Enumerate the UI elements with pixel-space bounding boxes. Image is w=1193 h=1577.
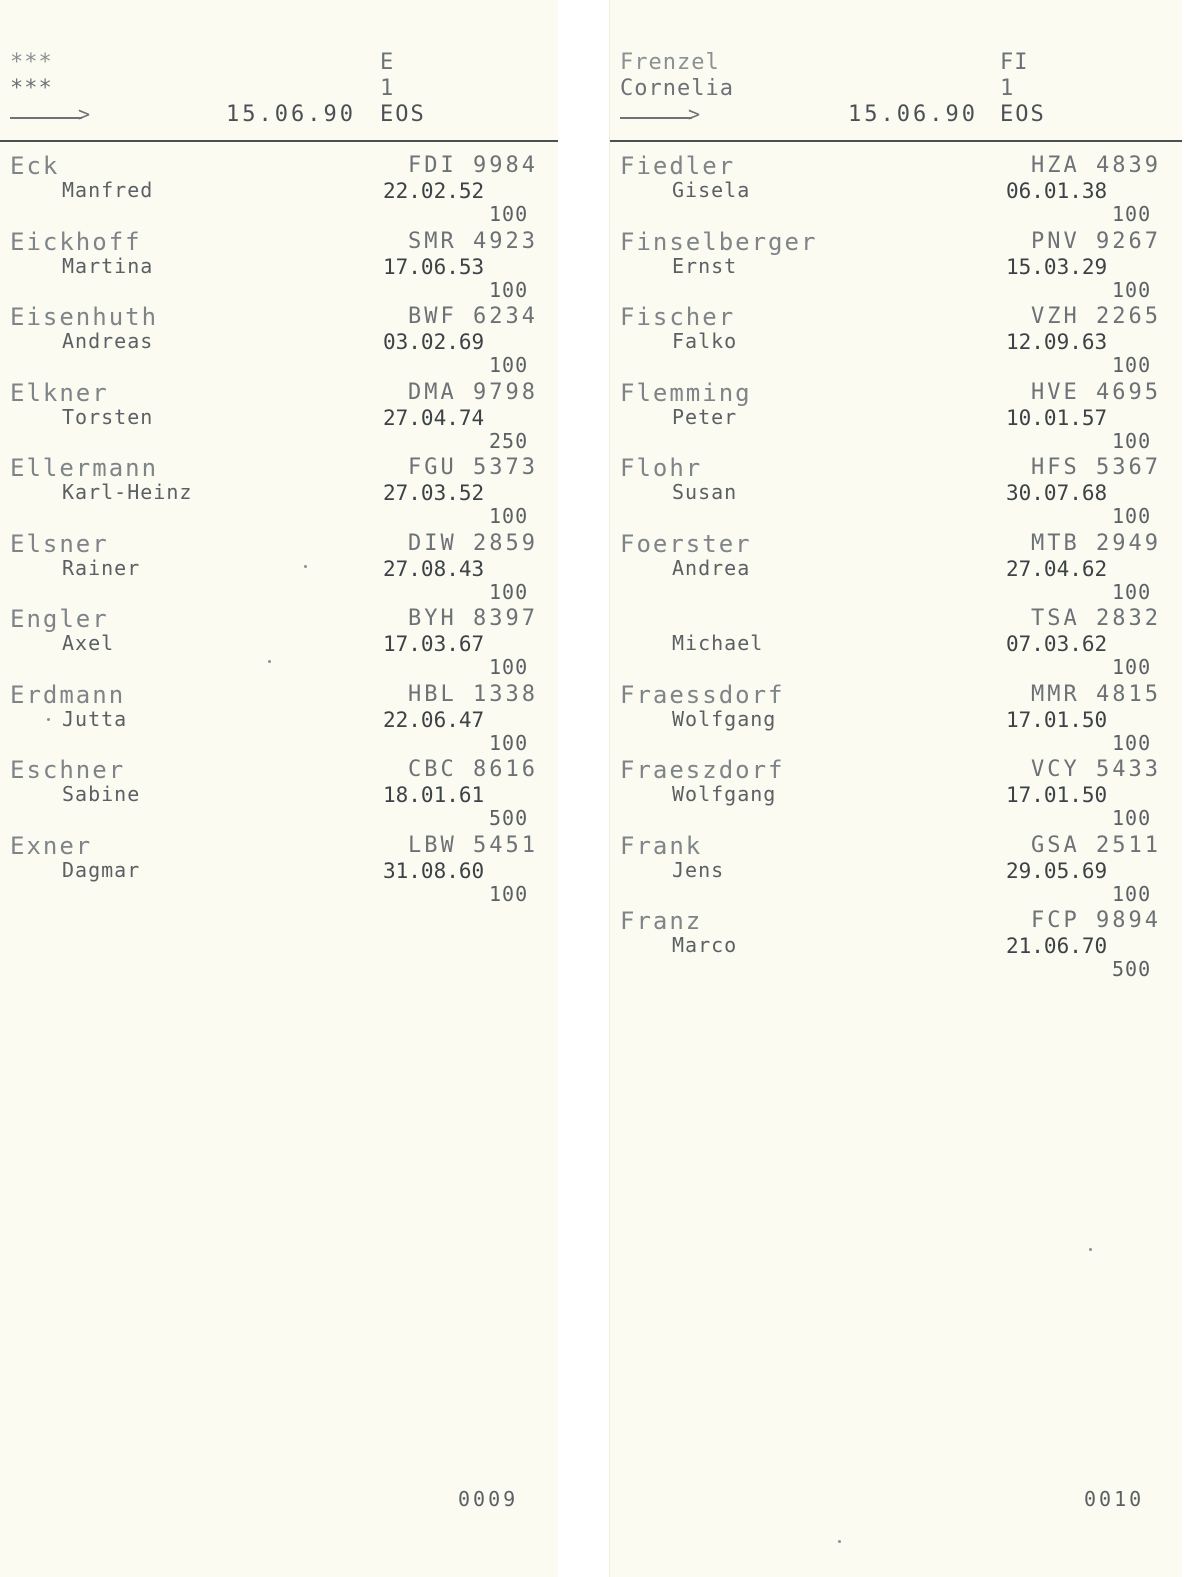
- record-code: VCY 5433: [1031, 757, 1161, 782]
- surname-text: Eschner: [10, 756, 126, 784]
- birth-date: 27.03.52: [383, 481, 485, 505]
- list-item: [0, 605, 558, 680]
- list-item: [0, 228, 558, 303]
- firstname-text: Martina: [62, 253, 154, 278]
- surname-text: Elkner: [10, 378, 109, 407]
- header-line-2: ***: [10, 76, 53, 101]
- birth-date: 17.01.50: [1006, 783, 1108, 807]
- list-item: [610, 303, 1182, 378]
- firstname-text: Dagmar: [62, 857, 141, 882]
- firstname-text: Falko: [672, 329, 738, 353]
- paper-speck: [838, 1540, 841, 1543]
- amount-value: 500: [489, 806, 529, 830]
- list-item: [610, 756, 1182, 831]
- amount-value: 100: [1112, 353, 1152, 377]
- surname-text: Erdmann: [10, 680, 126, 709]
- firstname-text: Sabine: [62, 782, 141, 806]
- record-code: TSA 2832: [1031, 606, 1161, 631]
- firstname-text: Andrea: [672, 555, 751, 580]
- amount-value: 100: [1112, 504, 1152, 528]
- amount-value: 100: [489, 579, 529, 604]
- surname-text: Eickhoff: [10, 227, 142, 256]
- birth-date: 22.06.47: [383, 707, 485, 732]
- record-code: BYH 8397: [408, 606, 538, 631]
- record-code: LBW 5451: [408, 832, 538, 858]
- surname-text: Fischer: [620, 303, 736, 331]
- birth-date: 17.06.53: [383, 254, 485, 279]
- birth-date: 18.01.61: [383, 783, 485, 807]
- page-number: 0009: [458, 1487, 519, 1511]
- record-code: SMR 4923: [408, 228, 538, 254]
- header-rule: [610, 140, 1182, 142]
- amount-value: 100: [1112, 881, 1152, 906]
- header-line-1: ***: [10, 50, 53, 75]
- firstname-text: Wolfgang: [672, 782, 777, 806]
- birth-date: 27.08.43: [383, 556, 485, 581]
- list-item: [610, 152, 1182, 227]
- header-date: 15.06.90: [848, 102, 978, 127]
- paper-speck: [268, 660, 271, 663]
- header-line-1: Frenzel: [620, 50, 720, 75]
- firstname-text: Andreas: [62, 329, 154, 353]
- surname-text: Engler: [10, 605, 109, 633]
- amount-value: 100: [1112, 202, 1152, 226]
- record-code: FCP 9894: [1031, 908, 1161, 933]
- firstname-text: Manfred: [62, 178, 154, 202]
- left-sheet: [0, 0, 558, 1577]
- arrow-right-icon: >: [620, 102, 698, 128]
- record-code: HVE 4695: [1031, 379, 1161, 405]
- record-code: BWF 6234: [408, 304, 538, 329]
- record-code: HBL 1338: [408, 681, 538, 707]
- surname-text: Foerster: [620, 529, 752, 558]
- amount-value: 100: [1112, 655, 1152, 679]
- list-item: [0, 454, 558, 529]
- arrow-right-icon: >: [10, 102, 88, 128]
- header-code-3: EOS: [1000, 102, 1046, 127]
- birth-date: 30.07.68: [1006, 481, 1108, 505]
- firstname-text: Peter: [672, 404, 738, 429]
- record-code: FDI 9984: [408, 153, 538, 178]
- amount-value: 100: [1112, 730, 1152, 755]
- amount-value: 500: [1112, 957, 1152, 981]
- birth-date: 17.01.50: [1006, 707, 1108, 732]
- firstname-text: Gisela: [672, 178, 751, 202]
- header-code-2: 1: [380, 76, 395, 101]
- list-item: [610, 454, 1182, 529]
- page-number: 0010: [1084, 1487, 1145, 1511]
- record-code: DMA 9798: [408, 379, 538, 405]
- list-item: [610, 907, 1182, 982]
- list-item: [610, 379, 1182, 454]
- birth-date: 03.02.69: [383, 330, 485, 354]
- amount-value: 100: [489, 881, 529, 906]
- firstname-text: Jutta: [62, 706, 128, 731]
- surname-text: Frank: [620, 831, 703, 860]
- birth-date: 31.08.60: [383, 858, 485, 883]
- header-line-2: Cornelia: [620, 76, 734, 101]
- paper-speck: [1089, 1248, 1092, 1251]
- firstname-text: Marco: [672, 933, 738, 957]
- list-item: [610, 228, 1182, 303]
- list-item: [0, 152, 558, 227]
- firstname-text: Torsten: [62, 404, 154, 429]
- list-item: [610, 530, 1182, 605]
- firstname-text: Wolfgang: [672, 706, 777, 731]
- surname-text: Finselberger: [620, 227, 818, 256]
- birth-date: 15.03.29: [1006, 254, 1108, 279]
- birth-date: 27.04.62: [1006, 556, 1108, 581]
- header-date: 15.06.90: [226, 102, 356, 127]
- list-item: [0, 530, 558, 605]
- header-rule: [0, 140, 558, 142]
- firstname-text: Jens: [672, 857, 725, 882]
- amount-value: 100: [1112, 277, 1152, 302]
- surname-text: Flemming: [620, 378, 752, 407]
- surname-text: Ellermann: [10, 454, 159, 482]
- birth-date: 27.04.74: [383, 405, 485, 430]
- birth-date: 12.09.63: [1006, 330, 1108, 354]
- firstname-text: Karl-Heinz: [62, 480, 193, 504]
- record-code: CBC 8616: [408, 757, 538, 782]
- list-item: [0, 303, 558, 378]
- list-item: [610, 681, 1182, 756]
- firstname-text: Susan: [672, 480, 738, 504]
- surname-text: Franz: [620, 907, 703, 935]
- header-code-1: E: [380, 50, 395, 75]
- firstname-text: Ernst: [672, 253, 738, 278]
- surname-text: Eisenhuth: [10, 303, 159, 331]
- amount-value: 100: [489, 353, 529, 377]
- list-item: [0, 832, 558, 907]
- surname-text: Fraeszdorf: [620, 756, 785, 784]
- record-code: PNV 9267: [1031, 228, 1161, 254]
- record-code: MTB 2949: [1031, 530, 1161, 556]
- list-item: [610, 832, 1182, 907]
- paper-speck: [304, 565, 307, 568]
- amount-value: 100: [489, 202, 529, 226]
- amount-value: 100: [489, 730, 529, 755]
- surname-text: Flohr: [620, 454, 703, 482]
- header-code-2: 1: [1000, 76, 1015, 101]
- birth-date: 07.03.62: [1006, 632, 1108, 656]
- record-code: MMR 4815: [1031, 681, 1161, 707]
- amount-value: 100: [1112, 428, 1152, 453]
- record-code: DIW 2859: [408, 530, 538, 556]
- surname-text: Exner: [10, 831, 93, 860]
- record-code: GSA 2511: [1031, 832, 1161, 858]
- birth-date: 17.03.67: [383, 632, 485, 656]
- record-code: HZA 4839: [1031, 153, 1161, 178]
- surname-text: Fraessdorf: [620, 680, 785, 709]
- list-item: [0, 756, 558, 831]
- firstname-text: Michael: [672, 631, 764, 655]
- amount-value: 250: [489, 428, 529, 453]
- record-code: HFS 5367: [1031, 455, 1161, 480]
- header-code-3: EOS: [380, 102, 426, 127]
- list-item: [0, 379, 558, 454]
- firstname-text: Rainer: [62, 555, 141, 580]
- birth-date: 21.06.70: [1006, 934, 1108, 958]
- amount-value: 100: [1112, 806, 1152, 830]
- birth-date: 29.05.69: [1006, 858, 1108, 883]
- amount-value: 100: [489, 277, 529, 302]
- record-code: FGU 5373: [408, 455, 538, 480]
- paper-speck: [47, 718, 50, 721]
- surname-text: Fiedler: [620, 152, 736, 180]
- list-item: [0, 681, 558, 756]
- sheet-header: [0, 50, 558, 140]
- record-code: VZH 2265: [1031, 304, 1161, 329]
- surname-text: Eck: [10, 152, 60, 180]
- sheet-header: [610, 50, 1182, 140]
- list-item: [610, 605, 1182, 680]
- birth-date: 10.01.57: [1006, 405, 1108, 430]
- amount-value: 100: [1112, 579, 1152, 604]
- header-code-1: FI: [1000, 50, 1029, 75]
- right-sheet: [609, 0, 1182, 1577]
- firstname-text: Axel: [62, 631, 115, 655]
- birth-date: 22.02.52: [383, 179, 485, 203]
- amount-value: 100: [489, 504, 529, 528]
- birth-date: 06.01.38: [1006, 179, 1108, 203]
- amount-value: 100: [489, 655, 529, 679]
- surname-text: Elsner: [10, 529, 109, 558]
